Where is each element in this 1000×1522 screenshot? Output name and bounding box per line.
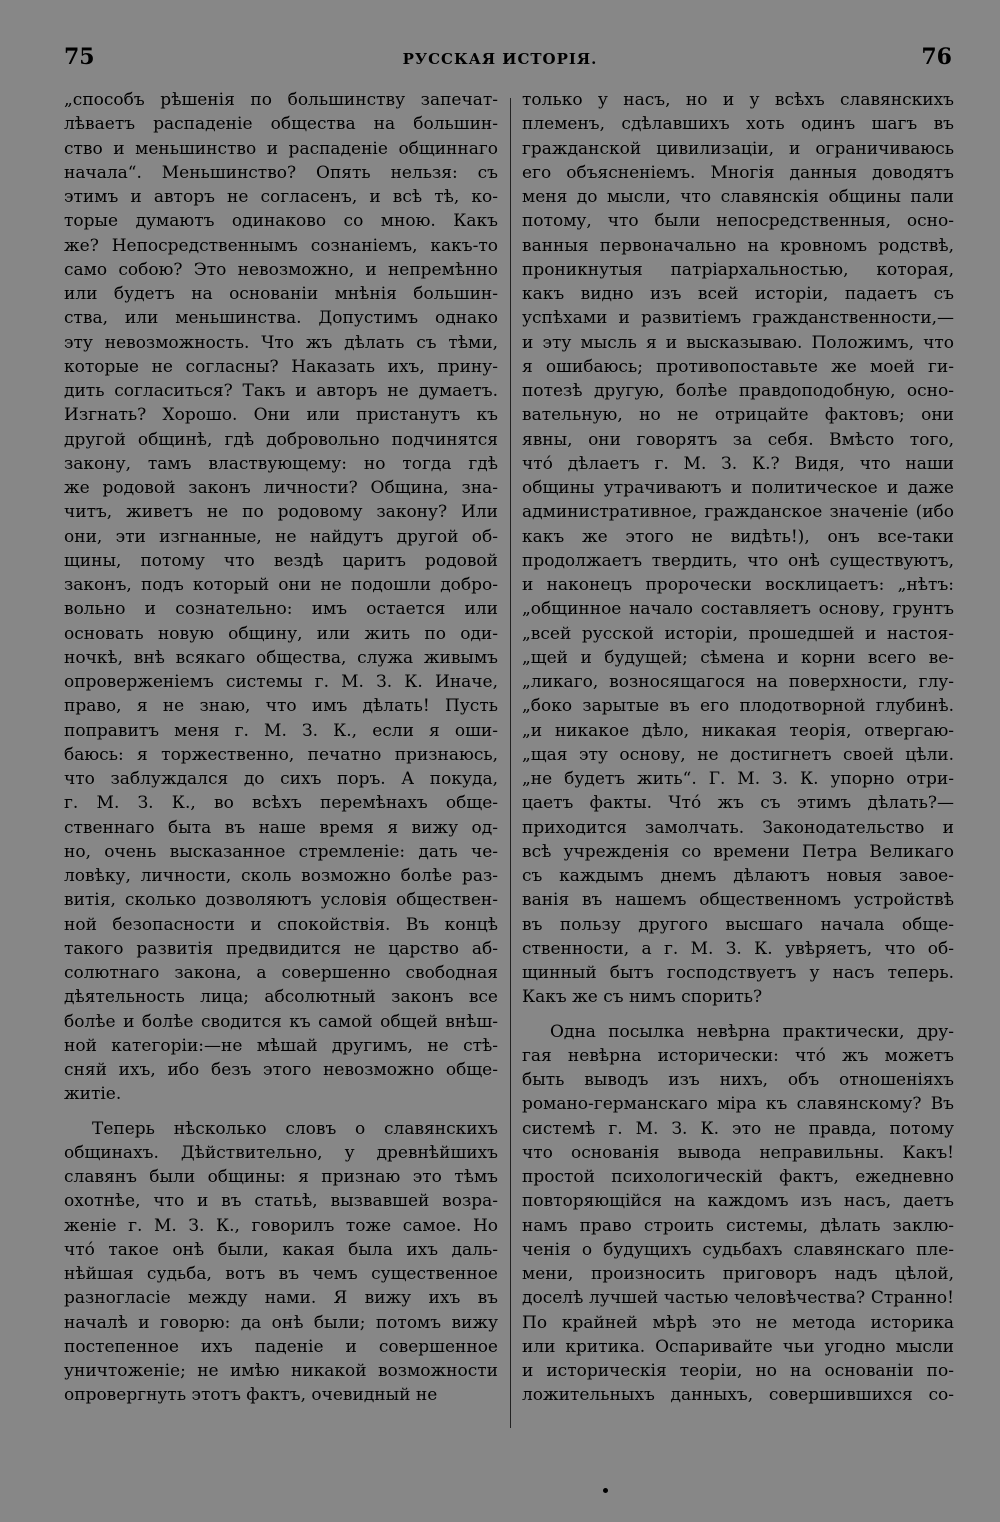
text-line: продолжаетъ твердить, что онѣ существуютъ, — [522, 550, 954, 571]
text-line: право, я не знаю, что имъ дѣлать! Пусть — [64, 696, 498, 717]
text-line: намъ право строить системы, дѣлать заклю- — [522, 1215, 954, 1236]
text-line: доселѣ лучшей частью человѣчества? Странно! — [522, 1288, 954, 1309]
text-line: щинный бытъ господствуетъ у насъ теперь. — [522, 963, 954, 983]
text-line: эту невозможность. Что жъ дѣлать съ тѣми, — [64, 332, 498, 353]
text-line: такого развитія предвидится не царство аб- — [64, 938, 498, 959]
text-line: его объясненіемъ. Многія данныя доводятъ — [522, 162, 954, 183]
text-line: „не будетъ жить“. Г. М. З. К. упорно отри- — [522, 769, 954, 789]
text-line: общинахъ. Дѣйствительно, у древнѣйшихъ — [64, 1142, 498, 1163]
text-line: ванныя первоначально на кровномъ родствѣ, — [522, 235, 954, 256]
text-line: охотнѣе, что и въ статьѣ, вызвавшей возра- — [64, 1191, 498, 1212]
text-line: поправитъ меня г. М. З. К., если я оши- — [64, 720, 498, 741]
text-line: житіе. — [64, 1084, 122, 1105]
text-line: разногласіе между нами. Я вижу ихъ въ — [64, 1288, 498, 1309]
text-line: опроверженіемъ системы г. М. З. К. Иначе, — [64, 672, 498, 692]
text-line: „всей русской исторіи, прошедшей и настоя- — [522, 623, 954, 644]
running-title: РУССКАЯ ИСТОРІЯ. — [402, 50, 598, 68]
text-line: простой психологическій фактъ, ежедневно — [522, 1167, 954, 1187]
text-line: я ошибаюсь; противопоставьте же моей ги- — [522, 356, 954, 377]
text-line: гражданской цивилизаціи, и ограничиваюсь — [522, 138, 954, 159]
text-line: этимъ и авторъ не согласенъ, и всѣ тѣ, ко- — [64, 187, 498, 207]
text-line: ночкѣ, внѣ всякаго общества, служа живымъ — [64, 647, 498, 668]
text-line: и наконецъ пророчески восклицаетъ: „нѣтъ: — [522, 575, 954, 595]
text-line: опровергнуть этотъ фактъ, очевидный не — [64, 1385, 438, 1406]
text-line: что основанія вывода неправильны. Какъ! — [522, 1142, 954, 1163]
text-line: ственности, а г. М. З. К. увѣряетъ, что об- — [522, 938, 954, 959]
text-line: вольно и сознательно: имъ остается или — [64, 599, 498, 620]
text-line: вательную, но не отрицайте фактовъ; они — [522, 405, 954, 426]
text-line: ванія въ нашемъ общественномъ устройствѣ — [522, 890, 954, 911]
text-line: ченія о будущихъ судьбахъ славянскаго пле- — [522, 1239, 954, 1260]
text-line: общины утрачиваютъ и политическое и даже — [522, 478, 954, 498]
text-line: само собою? Это невозможно, и непремѣнно — [64, 259, 498, 280]
text-line: сняй ихъ, ибо безъ этого невозможно обще- — [64, 1060, 498, 1080]
text-line: закону, тамъ властвующему: но тогда гдѣ — [64, 453, 498, 474]
text-line: что заблуждался до сихъ поръ. А покуда, — [64, 769, 498, 789]
text-line: которые не согласны? Наказать ихъ, прину- — [64, 356, 498, 377]
text-line: женіе г. М. З. К., говорилъ тоже самое. Но — [64, 1215, 498, 1236]
text-line: „ликаго, возносящагося на поверхности, глу- — [522, 672, 954, 692]
text-line: какъ видно изъ всей исторіи, падаетъ съ — [522, 284, 954, 304]
text-line: приходится замолчать. Законодательство и — [522, 817, 954, 838]
text-line: „щей и будущей; сѣмена и корни всего ве- — [522, 647, 954, 668]
text-line: что́ дѣлаетъ г. М. З. К.? Видя, что наши — [522, 453, 954, 474]
text-line: явны, они говорятъ за себя. Вмѣсто того, — [522, 429, 954, 450]
text-line: административное, гражданское значеніе (ибо — [522, 502, 954, 523]
text-line: племенъ, сдѣлавшихъ хоть одинъ шагъ въ — [522, 114, 954, 135]
text-line: началѣ и говорю: да онѣ были; потомъ вижу — [64, 1312, 498, 1333]
text-line: какъ же этого не видѣть!), онъ все-таки — [522, 526, 954, 547]
text-line: Теперь нѣсколько словъ о славянскихъ — [92, 1118, 498, 1139]
text-line: ства, или меньшинства. Допустимъ однако — [64, 308, 498, 329]
text-line: законъ, подъ который они не подошли добро- — [64, 575, 498, 595]
text-line: гая невѣрна исторически: что́ жъ можетъ — [522, 1045, 954, 1066]
text-line: Одна посылка невѣрна практически, дру- — [550, 1021, 954, 1042]
text-line: лѣваетъ распаденіе общества на большин- — [64, 114, 498, 135]
text-line: повторяющійся на каждомъ изъ насъ, даетъ — [522, 1191, 954, 1212]
text-line: нѣйшая судьба, вотъ въ чемъ существенное — [64, 1264, 498, 1284]
text-line: славянъ были общины: я признаю это тѣмъ — [64, 1167, 498, 1187]
page-header — [0, 44, 1000, 78]
text-line: витія, сколько дозволяютъ условія обществен- — [64, 890, 498, 911]
right-column — [522, 88, 954, 1408]
text-line: начала“. Меньшинство? Опять нельзя: съ — [64, 162, 498, 183]
text-line: баюсь: я торжественно, печатно признаюсь, — [64, 744, 498, 765]
text-line: „общинное начало составляетъ основу, грунтъ — [522, 599, 954, 620]
text-line: меня до мысли, что славянскія общины пали — [522, 187, 954, 207]
text-line: солютнаго закона, а совершенно свободная — [64, 963, 498, 983]
text-line: романо-германскаго міра къ славянскому? Въ — [522, 1094, 954, 1115]
text-line: „и никакое дѣло, никакая теорія, отвергаю- — [522, 720, 954, 741]
text-line: дѣятельность лица; абсолютный законъ все — [64, 987, 498, 1008]
page-number-right: 76 — [921, 44, 952, 70]
text-line: дить согласиться? Такъ и авторъ не думаетъ. — [64, 381, 498, 401]
text-line: Какъ же съ нимъ спорить? — [522, 987, 763, 1008]
text-line: щины, потому что вездѣ царитъ родовой — [64, 550, 498, 571]
text-line: ной категоріи:—не мѣшай другимъ, не стѣ- — [64, 1035, 498, 1056]
text-line: и историческія теоріи, но на основаніи по- — [522, 1361, 954, 1381]
text-line: же родовой законъ личности? Община, зна- — [64, 478, 498, 498]
text-line: Изгнать? Хорошо. Они или пристанутъ къ — [64, 405, 498, 426]
text-line: проникнутыя патріархальностью, которая, — [522, 259, 954, 280]
text-line: ственнаго быта въ наше время я вижу од- — [64, 817, 498, 838]
text-line: основать новую общину, или жить по оди- — [64, 623, 498, 644]
text-line: что́ такое онѣ были, какая была ихъ даль- — [64, 1239, 498, 1260]
text-line: ложительныхъ данныхъ, совершившихся со- — [522, 1385, 954, 1406]
text-line: и эту мысль я и высказываю. Положимъ, что — [522, 332, 954, 353]
text-line: же? Непосредственнымъ сознаніемъ, какъ-то — [64, 235, 498, 256]
left-column — [64, 88, 498, 1408]
text-line: постепенное ихъ паденіе и совершенное — [64, 1336, 498, 1357]
text-line: другой общинѣ, гдѣ добровольно подчинятся — [64, 429, 498, 450]
text-line: болѣе и болѣе сводится къ самой общей внѣш- — [64, 1011, 498, 1032]
text-line: мени, произносить приговоръ надъ цѣлой, — [522, 1264, 954, 1284]
text-line: потому, что были непосредственныя, осно- — [522, 211, 954, 232]
text-line: всѣ учрежденія со времени Петра Великаго — [522, 841, 954, 862]
text-line: цаетъ факты. Что́ жъ съ этимъ дѣлать?— — [522, 793, 954, 814]
page-number-left: 75 — [64, 44, 95, 70]
text-line: системѣ г. М. З. К. это не правда, потому — [522, 1118, 954, 1139]
text-line: читъ, живетъ не по родовому закону? Или — [64, 502, 498, 523]
text-line: успѣхами и развитіемъ гражданственности,— — [522, 308, 954, 329]
text-line: „щая эту основу, не достигнетъ своей цѣли. — [522, 744, 954, 765]
footer-mark — [603, 1488, 608, 1493]
text-line: ной безопасности и спокойствія. Въ концѣ — [64, 914, 498, 935]
text-line: только у насъ, но и у всѣхъ славянскихъ — [522, 90, 954, 110]
column-divider — [510, 98, 511, 1428]
text-line: ловѣку, личности, сколь возможно болѣе раз- — [64, 866, 498, 886]
text-line: ство и меньшинство и распаденіе общиннаго — [64, 138, 498, 159]
text-line: торые думаютъ одинаково со мною. Какъ — [64, 211, 498, 232]
text-line: но, очень высказанное стремленіе: дать че- — [64, 841, 498, 862]
text-line: г. М. З. К., во всѣхъ перемѣнахъ обще- — [64, 793, 498, 814]
text-line: быть выводъ изъ нихъ, объ отношеніяхъ — [522, 1070, 954, 1090]
text-line: они, эти изгнанные, не найдутъ другой об- — [64, 526, 498, 547]
text-line: По крайней мѣрѣ это не метода историка — [522, 1312, 954, 1333]
text-line: въ пользу другого высшаго начала обще- — [522, 914, 954, 935]
text-line: потезѣ другую, болѣе правдоподобную, осно- — [522, 381, 954, 401]
text-line: съ каждымъ днемъ дѣлаютъ новыя завоe- — [522, 866, 954, 886]
text-line: „способъ рѣшенія по большинству запечат- — [64, 90, 498, 110]
text-line: уничтоженіе; не имѣю никакой возможности — [64, 1361, 498, 1381]
text-line: или критика. Оспаривайте чьи угодно мысли — [522, 1336, 954, 1357]
text-line: или будетъ на основаніи мнѣнія большин- — [64, 284, 498, 304]
text-line: „боко зарытые въ его плодотворной глубинѣ. — [522, 696, 954, 717]
